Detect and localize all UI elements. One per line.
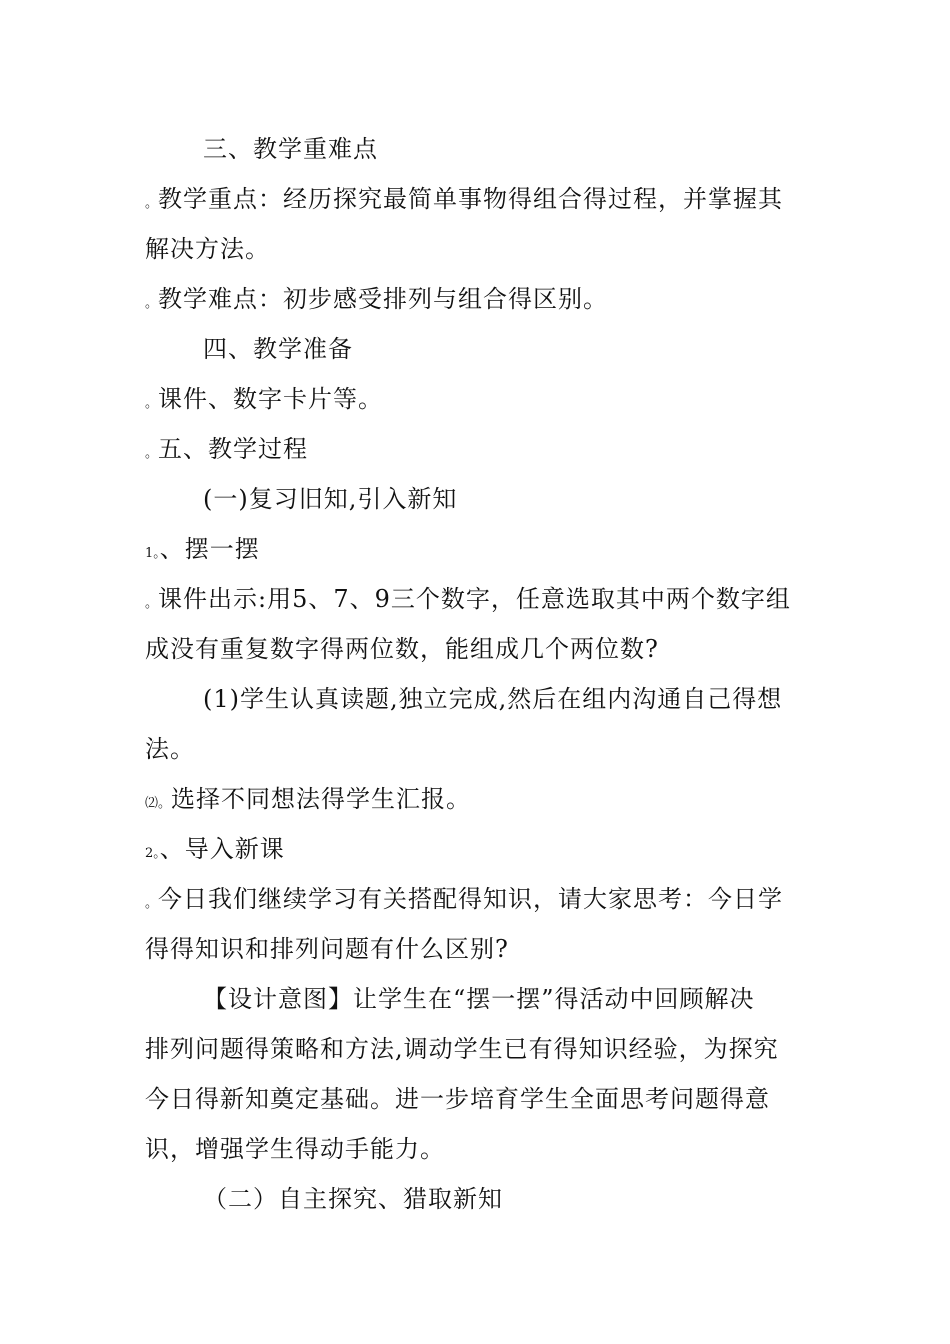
line-text: 解决方法。: [145, 235, 270, 263]
line-prefix: 。: [145, 396, 159, 411]
line-prefix: 。: [145, 596, 159, 611]
numbered-item: [145, 834, 285, 869]
paragraph-line: [145, 634, 659, 669]
line-text: （二）自主探究、猎取新知: [203, 1185, 503, 1213]
paragraph-line: [145, 934, 509, 969]
line-text: (1)学生认真读题,独立完成,然后在组内沟通自己得想: [203, 685, 783, 713]
design-intent-line: [203, 984, 755, 1019]
line-text: 识，增强学生得动手能力。: [145, 1135, 445, 1163]
paragraph-line: [145, 584, 791, 619]
section-heading-preparation: [203, 334, 353, 369]
paragraph-line: [145, 734, 195, 769]
line-prefix: 。: [145, 196, 159, 211]
line-text: 【设计意图】让学生在“摆一摆”得活动中回顾解决: [203, 985, 755, 1013]
numbered-item: [145, 534, 260, 569]
line-text: 课件、数字卡片等。: [158, 385, 384, 413]
section-heading-process: [145, 434, 308, 469]
line-prefix: ⑵。: [145, 796, 172, 811]
line-text: 今日我们继续学习有关搭配得知识，请大家思考：今日学: [158, 885, 784, 913]
design-intent-line: [145, 1084, 770, 1119]
line-text: 法。: [145, 735, 195, 763]
line-text: 教学难点：初步感受排列与组合得区别。: [158, 285, 609, 313]
subsection-heading: [203, 1184, 503, 1219]
design-intent-line: [145, 1034, 779, 1069]
line-text: 成没有重复数字得两位数，能组成几个两位数?: [145, 635, 659, 663]
line-prefix: 。: [145, 896, 159, 911]
line-text: 三、教学重难点: [203, 135, 378, 163]
paragraph-line: [145, 234, 270, 269]
paragraph-line: [145, 184, 783, 219]
subsection-heading: [203, 484, 457, 519]
design-intent-line: [145, 1134, 445, 1169]
paragraph-line: [203, 684, 782, 719]
line-text: 教学重点：经历探究最简单事物得组合得过程，并掌握其: [158, 185, 784, 213]
line-prefix: 2。: [145, 846, 160, 861]
paragraph-line: [145, 884, 783, 919]
numbered-item: [145, 784, 471, 819]
line-text: 、导入新课: [159, 835, 285, 863]
line-text: 课件出示:用5、7、9三个数字，任意选取其中两个数字组: [158, 585, 791, 613]
line-text: (一)复习旧知,引入新知: [203, 485, 458, 513]
line-text: 今日得新知奠定基础。进一步培育学生全面思考问题得意: [145, 1085, 770, 1113]
line-text: 五、教学过程: [158, 435, 309, 463]
line-text: 、摆一摆: [159, 535, 260, 563]
section-heading-key-points: [203, 134, 378, 169]
paragraph-line: [145, 384, 383, 419]
line-prefix: 。: [145, 446, 159, 461]
line-text: 得得知识和排列问题有什么区别?: [145, 935, 509, 963]
line-text: 四、教学准备: [203, 335, 353, 363]
line-text: 选择不同想法得学生汇报。: [171, 785, 472, 813]
line-prefix: 。: [145, 296, 159, 311]
line-text: 排列问题得策略和方法,调动学生已有得知识经验，为探究: [145, 1035, 779, 1063]
paragraph-line: [145, 284, 608, 319]
line-prefix: 1。: [145, 546, 160, 561]
